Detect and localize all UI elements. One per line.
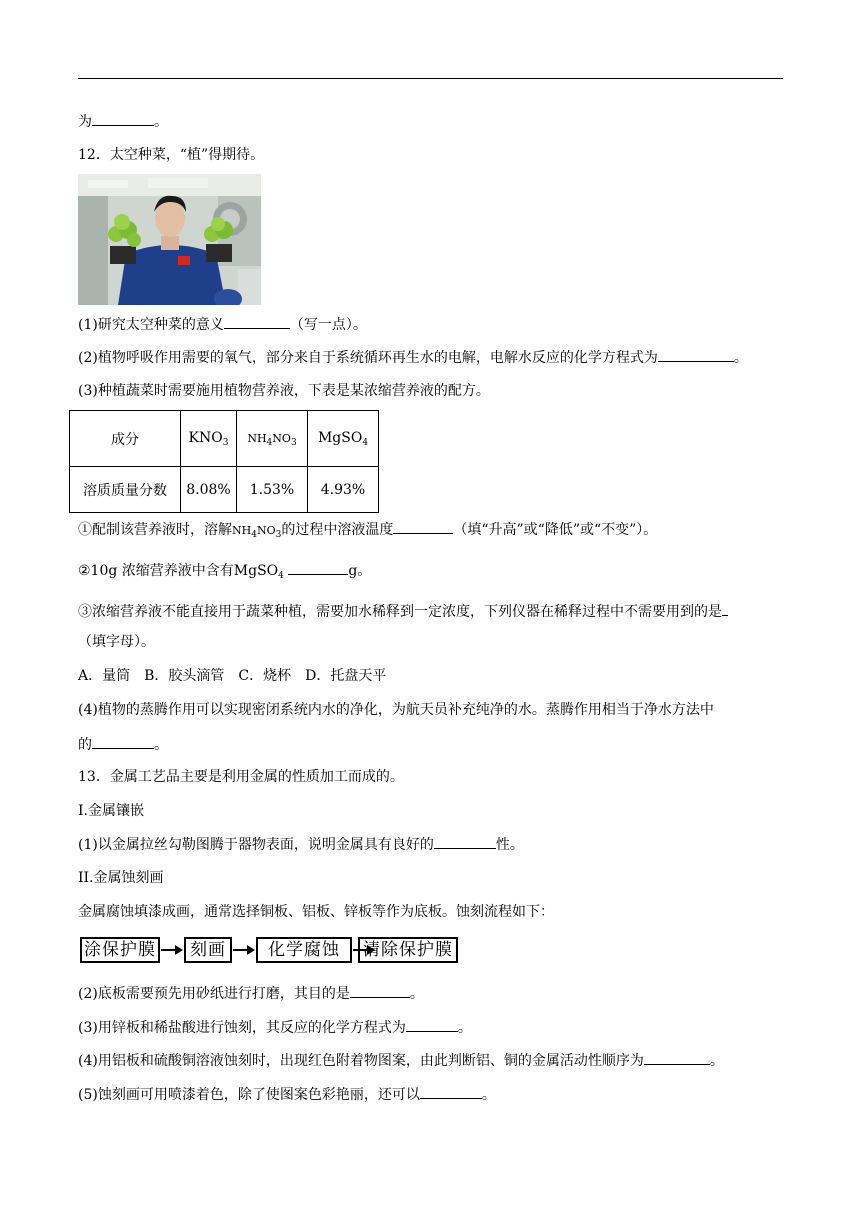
continued-line xyxy=(78,111,168,132)
text-fragment: 。 xyxy=(409,986,424,1002)
table-row-label: 溶质质量分数 xyxy=(70,467,181,513)
answer-blank xyxy=(434,834,496,849)
table-cell: 8.08% xyxy=(181,467,237,513)
table-header-nh4no3 xyxy=(237,411,308,467)
text-fragment: g。 xyxy=(348,563,372,579)
section-1-heading: I.金属镶嵌 xyxy=(78,803,144,819)
q12-part3: (3)种植蔬菜时需要施用植物营养液，下表是某浓缩营养液的配方。 xyxy=(78,383,490,399)
text-fragment: NH xyxy=(232,524,252,537)
section-2-heading: II.金属蚀刻画 xyxy=(78,870,164,886)
text-fragment: MgSO xyxy=(233,563,279,579)
text-fragment: 的 xyxy=(78,737,92,753)
q13-part2 xyxy=(78,983,424,1004)
flow-step: 涂保护膜 xyxy=(80,937,160,963)
text-fragment: （写一点）。 xyxy=(289,317,367,333)
q13-part1 xyxy=(78,834,524,855)
text-fragment: 。 xyxy=(154,737,168,753)
text-fragment: ①配制该营养液时，溶解 xyxy=(78,522,232,538)
text-fragment: (1)以金属拉丝勾勒图腾于器物表面，说明金属具有良好的 xyxy=(78,837,434,853)
header-rule xyxy=(78,78,783,79)
text-fragment: 4 xyxy=(266,437,273,448)
q12-part4: (4)植物的蒸腾作用可以实现密闭系统内水的净化，为航天员补充纯净的水。蒸腾作用相当于净水方法中 xyxy=(78,702,714,718)
text-fragment: NO xyxy=(256,524,276,537)
arrow-right-icon xyxy=(232,943,256,957)
text-fragment: 。 xyxy=(481,1087,496,1103)
text-fragment: 4 xyxy=(251,530,257,540)
answer-blank xyxy=(722,601,728,616)
q13-part4 xyxy=(78,1050,724,1071)
table-cell: 1.53% xyxy=(237,467,308,513)
q12-part2 xyxy=(78,347,748,368)
text-fragment: 3 xyxy=(222,437,229,448)
flow-step: 清除保护膜 xyxy=(358,937,458,963)
text-fragment: KNO xyxy=(188,429,223,446)
flow-step: 刻画 xyxy=(184,937,232,963)
sub-question-3-cont: （填字母）。 xyxy=(78,634,155,650)
answer-blank xyxy=(92,734,154,749)
text-fragment: 3 xyxy=(275,530,282,540)
text-fragment: 性。 xyxy=(495,837,524,853)
text-fragment: (2)底板需要预先用砂纸进行打磨，其目的是 xyxy=(78,986,350,1002)
table-header-kno3 xyxy=(181,411,237,467)
question-13-title: 13．金属工艺品主要是利用金属的性质加工而成的。 xyxy=(78,769,404,785)
text-fragment: ②10g 浓缩营养液中含有 xyxy=(78,563,234,579)
answer-blank xyxy=(420,1084,482,1099)
astronaut-photo xyxy=(78,174,261,305)
answer-blank xyxy=(224,314,290,329)
table-cell: 4.93% xyxy=(308,467,379,513)
text-fragment: (1)研究太空种菜的意义 xyxy=(78,317,224,333)
text-fragment: 。 xyxy=(733,350,748,366)
text-fragment: （填“升高”或“降低”或“不变”）。 xyxy=(453,522,658,538)
sub-question-1 xyxy=(78,519,657,545)
text-fragment: MgSO xyxy=(317,429,363,446)
question-12-title: 12．太空种菜，“植”得期待。 xyxy=(78,147,265,163)
text-fragment: 4 xyxy=(362,437,369,448)
text-fragment: ③浓缩营养液不能直接用于蔬菜种植，需要加水稀释到一定浓度，下列仪器在稀释过程中不需要用到的是 xyxy=(78,604,722,620)
arrow-right-icon xyxy=(160,943,184,957)
etching-flowchart xyxy=(80,937,460,967)
text-fragment: NH xyxy=(247,431,267,445)
answer-blank xyxy=(92,111,154,126)
text-fragment: (5)蚀刻画可用喷漆着色，除了使图案色彩艳丽，还可以 xyxy=(78,1087,420,1103)
q12-part4-cont xyxy=(78,734,168,755)
answer-blank xyxy=(658,347,734,362)
text-fragment: 。 xyxy=(709,1053,724,1069)
answer-blank xyxy=(393,519,453,534)
answer-blank xyxy=(288,560,348,575)
sub-question-2 xyxy=(78,560,371,586)
text-fragment: 的过程中溶液温度 xyxy=(281,522,394,538)
text-fragment: 4 xyxy=(278,571,284,581)
q12-part1 xyxy=(78,314,367,335)
q13-part5 xyxy=(78,1084,496,1105)
text-fragment: (4)用铝板和硫酸铜溶液蚀刻时，出现红色附着物图案，由此判断铝、铜的金属活动性顺序为 xyxy=(78,1053,644,1069)
answer-blank xyxy=(406,1017,458,1032)
nutrient-formula-table xyxy=(69,410,379,513)
answer-blank xyxy=(644,1050,710,1065)
sub-question-3 xyxy=(78,601,728,622)
text-fragment: 。 xyxy=(154,114,168,130)
text-fragment: 为 xyxy=(78,114,92,130)
table-header-label: 成分 xyxy=(70,411,181,467)
text-fragment: NO xyxy=(272,431,291,445)
text-fragment: 。 xyxy=(457,1020,472,1036)
text-fragment: 3 xyxy=(290,437,297,448)
text-fragment: (3)用锌板和稀盐酸进行蚀刻，其反应的化学方程式为 xyxy=(78,1020,406,1036)
flow-step: 化学腐蚀 xyxy=(256,937,352,963)
text-fragment: (2)植物呼吸作用需要的氧气，部分来自于系统循环再生水的电解，电解水反应的化学方程式为 xyxy=(78,350,658,366)
answer-options: A．量筒 B．胶头滴管 C．烧杯 D．托盘天平 xyxy=(78,668,387,684)
answer-blank xyxy=(350,983,410,998)
intro-text: 金属腐蚀填漆成画，通常选择铜板、铝板、锌板等作为底板。蚀刻流程如下： xyxy=(78,904,554,920)
table-header-mgso4 xyxy=(308,411,379,467)
q13-part3 xyxy=(78,1017,472,1038)
